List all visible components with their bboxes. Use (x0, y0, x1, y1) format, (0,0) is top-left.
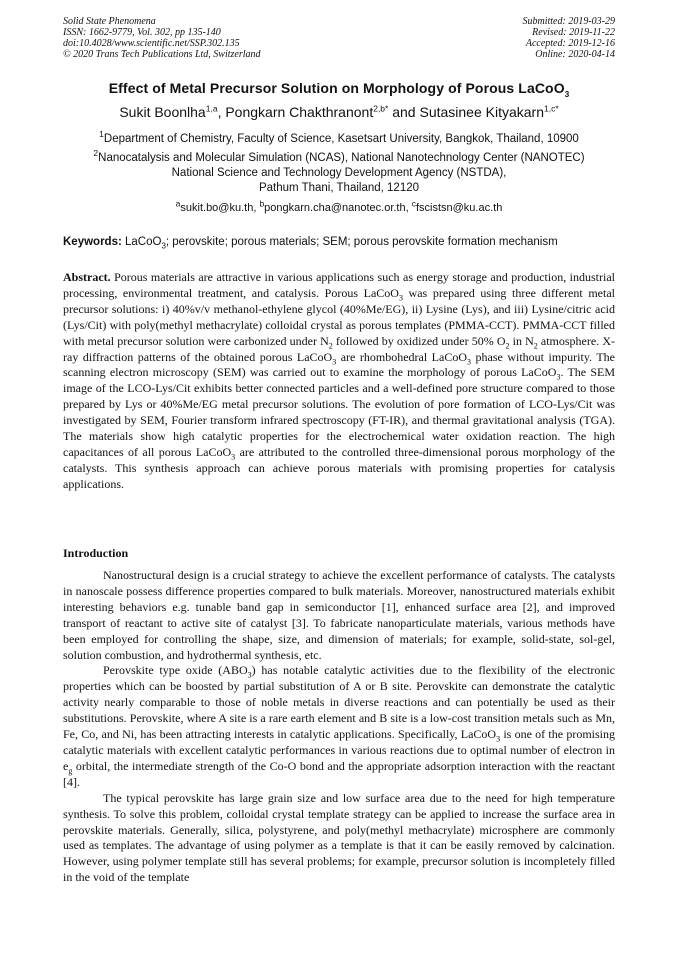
issn-volume: ISSN: 1662-9779, Vol. 302, pp 135-140 (63, 27, 221, 38)
keywords-label: Keywords: (63, 236, 122, 248)
affiliation-2 (0, 148, 678, 196)
email-mark: b (259, 198, 265, 209)
subscript: 2 (505, 341, 510, 351)
paper-title (0, 80, 678, 99)
doi: doi:10.4028/www.scientific.net/SSP.302.135 (63, 38, 240, 49)
subscript: 3 (556, 372, 561, 382)
affiliation-text: Pathum Thani, Thailand, 12120 (258, 182, 420, 194)
abstract-label: Abstract. (63, 270, 111, 284)
title-subscript: 3 (564, 89, 570, 99)
subscript: 2 (328, 341, 333, 351)
abstract-text: phase without impurity. The scanning electron microscopy (SEM) was carried out to examine the morphology of porous LaCoO (63, 349, 616, 380)
abstract-text: Porous materials are attractive in various applications such as energy storage and production, industrial processing, environmental treatment, and catalysis. Porous LaCoO (63, 270, 615, 300)
publication-info (63, 16, 261, 60)
paragraph-text: Perovskite type oxide (ABO (103, 663, 248, 678)
subscript: 3 (247, 670, 252, 680)
abstract-text: . The SEM image of the LCO-Lys/Cit exhibits better connected particles and a well-defined pore structure compared to those prepared by Lys or 40%Me/EG metal precursor solutions. The evolution of pore formation of LCO-Lys/Cit was investigated by SEM, Fourier transform infrared spectroscopy (FT-IR), and thermal gravitational analysis (TGA). The materials show high catalytic properties for the electrochemical water oxidation reaction. The high capacitances of all porous LaCoO (63, 365, 615, 459)
email-mark: c (411, 198, 416, 209)
email-address: fscistsn@ku.ac.th (415, 202, 503, 214)
author-affiliation-mark: 2,b* (373, 103, 389, 114)
journal-name: Solid State Phenomena (63, 16, 156, 27)
subscript: 3 (231, 452, 236, 462)
paragraph-text: orbital, the intermediate strength of the Co-O bond and the appropriate adsorption interaction with the reactant [4]. (63, 758, 615, 789)
author-name: Pongkarn Chakthranont (225, 104, 374, 120)
subscript: g (68, 766, 73, 776)
abstract-text: are attributed to the controlled three-dimensional porous morphology of the catalysts. This synthesis approach can achieve porous materials with promising properties for catalysis applications. (63, 444, 615, 491)
subscript: 3 (467, 356, 472, 366)
author-name: Sutasinee Kityakarn (419, 104, 545, 120)
affiliation-text: Department of Chemistry, Faculty of Science, Kasetsart University, Bangkok, Thailand, 10900 (103, 133, 579, 145)
copyright: © 2020 Trans Tech Publications Ltd, Switzerland (63, 49, 261, 60)
email-address: pongkarn.cha@nanotec.or.th, (264, 202, 412, 214)
affiliation-number: 2 (93, 148, 99, 159)
revised-date: Revised: 2019-11-22 (532, 27, 615, 38)
subscript: 3 (398, 293, 403, 303)
keyword-subscript: 3 (161, 241, 166, 251)
abstract-text: followed by oxidized under 50% O (332, 333, 506, 348)
affiliation-1 (0, 129, 678, 147)
abstract-text: in N (509, 333, 534, 348)
affiliation-text: Nanocatalysis and Molecular Simulation (NCAS), National Nanotechnology Center (NANOTEC) (98, 152, 585, 164)
title-text: Effect of Metal Precursor Solution on Morphology of Porous LaCoO (108, 80, 565, 96)
subscript: 2 (533, 341, 538, 351)
affiliation-text: National Science and Technology Development Agency (NSTDA), (171, 167, 507, 179)
email-address: sukit.bo@ku.th, (180, 202, 260, 214)
paragraph-text: ) has notable catalytic activities due to the flexibility of the electronic properties which can be boosted by partial substitution of A or B site. Perovskite can demonstrate the catalytic activity nearly comparable to those of noble metals in diverse reactions and can potentially be used as their substitutions. Perovskite, where A site is a rare earth element and B site is a low-cost transition metals such as Mn, Fe, Co, and Ni, has been attracting interests in catalytic applications. Specifically, LaCoO (63, 663, 616, 742)
publication-dates (523, 16, 616, 60)
subscript: 3 (496, 734, 501, 744)
paragraph: The typical perovskite has large grain size and low surface area due to the need for high temperature synthesis. To solve this problem, colloidal crystal template strategy can be applied to increase the surface area in perovskite materials. Generally, silica, polystyrene, and poly(methyl methacrylate) microsphere are commonly used as templates. The advantage of using polymer as a template is that it can be easily removed by calcination. However, using polymer template still has several problems; for example, precursor solution is incompletely filled in the void of the template (63, 790, 615, 885)
section-heading-introduction: Introduction (63, 546, 129, 560)
author-emails (0, 198, 678, 214)
author-list (0, 104, 678, 120)
accepted-date: Accepted: 2019-12-16 (525, 38, 615, 49)
author-separator: , (217, 104, 226, 120)
author-separator: and (388, 104, 420, 120)
introduction-body (63, 568, 615, 886)
abstract-text: are rhombohedral LaCoO (336, 349, 468, 364)
keyword-text: LaCoO (121, 236, 162, 248)
abstract (63, 270, 615, 493)
submitted-date: Submitted: 2019-03-29 (522, 16, 615, 27)
email-mark: a (175, 198, 181, 209)
paragraph (63, 663, 615, 790)
paragraph-text: is one of the promising catalytic materials with excellent catalytic performances in various reactions due to optimal number of electron in e (63, 727, 615, 773)
subscript: 3 (332, 356, 337, 366)
affiliation-number: 1 (99, 129, 104, 140)
abstract-text: atmosphere. X-ray diffraction patterns of the obtained porous LaCoO (63, 333, 615, 364)
keyword-text: ; perovskite; porous materials; SEM; porous perovskite formation mechanism (165, 236, 558, 248)
author-affiliation-mark: 1,c* (544, 103, 559, 114)
author-name: Sukit Boonlha (119, 104, 206, 120)
paragraph: Nanostructural design is a crucial strategy to achieve the excellent performance of catalysts. The catalysts in nanoscale possess difference properties compared to bulk materials. Moreover, nanostructured materials exhibit interesting behaviors e.g. tunable band gap in semiconductor [1], enhanced surface area [2], and improved transport of reactant to active site of catalyst [3]. To fabricate nanoparticulate materials, various methods have been employed for controlling the shape, size, and dimension of materials; for example, solid-state, sol-gel, solution combustion, and hydrothermal synthesis, etc. (63, 568, 615, 662)
abstract-text: was prepared using three different metal precursor solutions: i) 40%v/v methanol-ethylene glycol (40%Me/EG), ii) Lysine (Lys), and iii) Lysine/citric acid (Lys/Cit) with poly(methyl methacrylate) colloidal crystal as porous templates (PMMA-CCT). PMMA-CCT filled with metal precursor solution were carbonized under N (63, 285, 615, 348)
online-date: Online: 2020-04-14 (535, 49, 615, 60)
keywords (63, 236, 623, 251)
author-affiliation-mark: 1,a (205, 103, 218, 114)
